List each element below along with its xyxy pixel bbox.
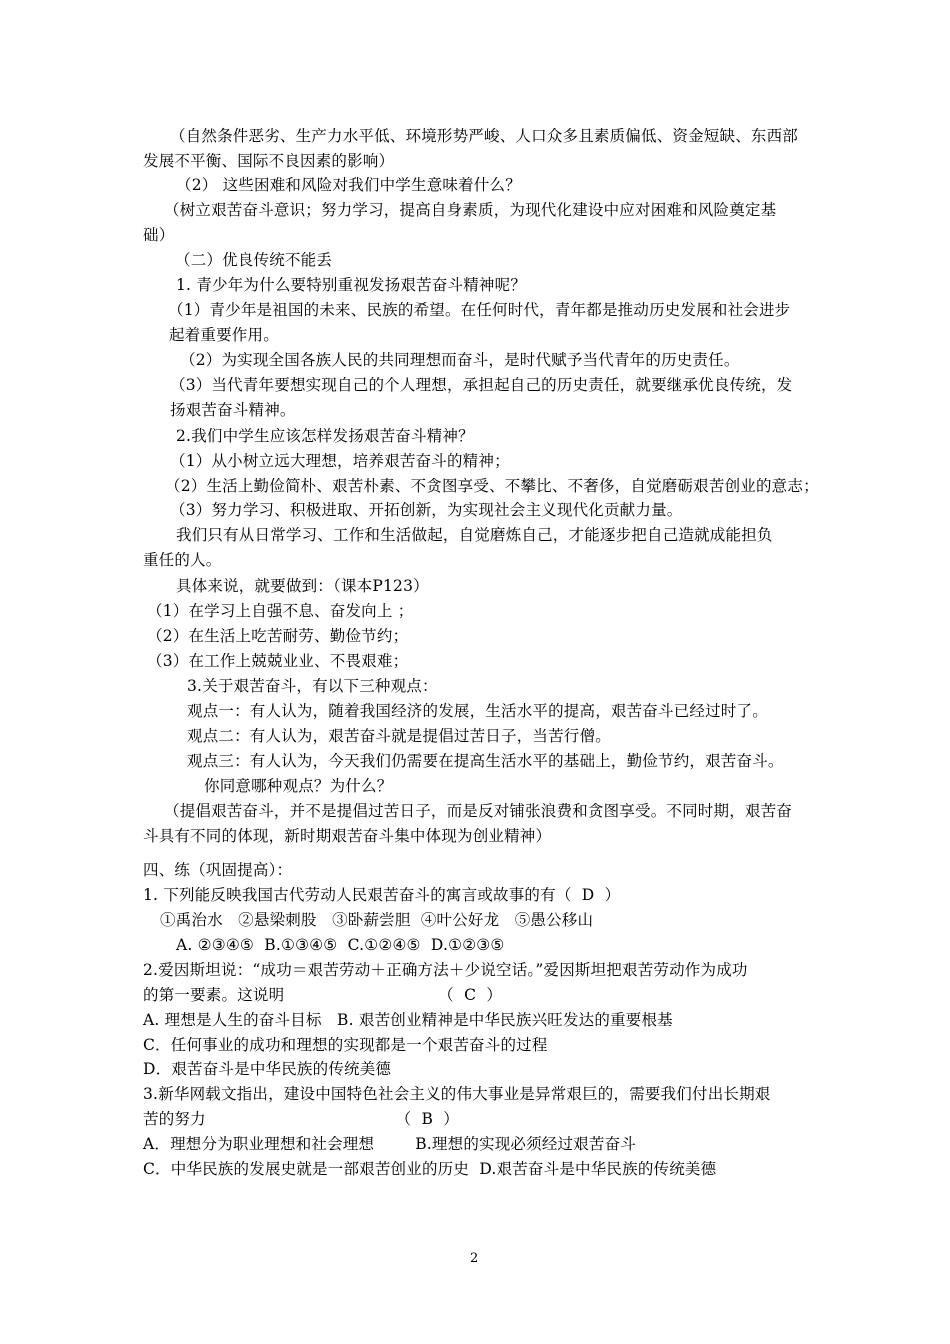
text-line: （1）从小树立远大理想，培养艰苦奋斗的精神； xyxy=(170,452,510,470)
text-line: 础） xyxy=(143,226,175,244)
text-line: 重任的人。 xyxy=(143,551,222,569)
text-line: （3）当代青年要想实现自己的个人理想，承担起自己的历史责任，就要继承优良传统，发 xyxy=(170,376,793,394)
text-line: （提倡艰苦奋斗，并不是提倡过苦日子，而是反对铺张浪费和贪图享受。不同时期，艰苦奋 xyxy=(164,802,793,820)
text-line: 观点三：有人认为，今天我们仍需要在提高生活水平的基础上，勤俭节约，艰苦奋斗。 xyxy=(187,752,784,770)
text-line: 起着重要作用。 xyxy=(169,326,279,344)
text-line: （自然条件恶劣、生产力水平低、环境形势严峻、人口众多且素质偏低、资金短缺、东西部 xyxy=(170,127,799,145)
text-line: ①禹治水 ②悬梁刺股 ③卧薪尝胆 ④叶公好龙 ⑤愚公移山 xyxy=(160,911,594,929)
text-line: 观点二：有人认为，艰苦奋斗就是提倡过苦日子，当苦行僧。 xyxy=(187,727,611,745)
text-line: D．艰苦奋斗是中华民族的传统美德 xyxy=(143,1060,392,1078)
text-line: 扬艰苦奋斗精神。 xyxy=(170,401,296,419)
text-line: （2）生活上勤俭简朴、艰苦朴素、不贪图享受、不攀比、不奢侈，自觉磨砺艰苦创业的意志； xyxy=(165,477,819,495)
text-line: 你同意哪种观点？为什么？ xyxy=(204,777,393,795)
text-line: 观点一：有人认为，随着我国经济的发展，生活水平的提高，艰苦奋斗已经过时了。 xyxy=(187,702,768,720)
text-line: （树立艰苦奋斗意识；努力学习，提高自身素质，为现代化建设中应对困难和风险奠定基 xyxy=(164,201,777,219)
text-line: 具体来说，就要做到：（课本P123） xyxy=(176,577,429,595)
text-line: （2）在生活上吃苦耐劳、勤俭节约； xyxy=(147,627,409,645)
question-heading: 3.关于艰苦奋斗，有以下三种观点： xyxy=(187,677,438,695)
exercise-question: 3.新华网载文指出，建设中国特色社会主义的伟大事业是异常艰巨的，需要我们付出长期艰 xyxy=(143,1085,771,1103)
question-heading: 2.我们中学生应该怎样发扬艰苦奋斗精神？ xyxy=(176,427,474,445)
text-line: （1）青少年是祖国的未来、民族的希望。在任何时代，青年都是推动历史发展和社会进步 xyxy=(168,301,791,319)
text-line: C．中华民族的发展史就是一部艰苦创业的历史 D.艰苦奋斗是中华民族的传统美德 xyxy=(143,1160,717,1178)
text-line: C．任何事业的成功和理想的实现都是一个艰苦奋斗的过程 xyxy=(143,1036,548,1054)
exercise-question: 1. 下列能反映我国古代劳动人民艰苦奋斗的寓言或故事的有（ D ） xyxy=(143,886,621,904)
text-line: 我们只有从日常学习、工作和生活做起，自觉磨炼自己，才能逐步把自己造就成能担负 xyxy=(176,526,773,544)
text-line: 斗具有不同的体现，新时期艰苦奋斗集中体现为创业精神） xyxy=(143,827,552,845)
text-line: 苦的努力 （ B ） xyxy=(143,1110,459,1128)
text-line: 的第一要素。这说明 （ C ） xyxy=(143,986,503,1004)
text-line: 发展不平衡、国际不良因素的影响） xyxy=(143,152,395,170)
text-line: （3）在工作上兢兢业业、不畏艰难； xyxy=(147,652,409,670)
exercise-question: 2.爱因斯坦说：“成功＝艰苦劳动＋正确方法＋少说空话。”爱因斯坦把艰苦劳动作为成功 xyxy=(143,961,748,979)
text-line: A．理想分为职业理想和社会理想 B.理想的实现必须经过艰苦奋斗 xyxy=(143,1135,637,1153)
page-number: 2 xyxy=(470,1251,479,1266)
text-line: （2）为实现全国各族人民的共同理想而奋斗，是时代赋予当代青年的历史责任。 xyxy=(180,351,740,369)
question-heading: 1. 青少年为什么要特别重视发扬艰苦奋斗精神呢？ xyxy=(176,276,527,294)
section-heading: 四、练（巩固提高）： xyxy=(143,861,293,879)
text-line: A. 理想是人生的奋斗目标 B. 艰苦创业精神是中华民族兴旺发达的重要根基 xyxy=(143,1011,673,1029)
text-line: （3）努力学习、积极进取、开拓创新，为实现社会主义现代化贡献力量。 xyxy=(170,501,683,519)
text-line: A. ②③④⑤ B.①③④⑤ C.①②④⑤ D.①②③⑤ xyxy=(176,936,505,954)
text-line: （2） 这些困难和风险对我们中学生意味着什么？ xyxy=(176,176,521,194)
text-line: （1）在学习上自强不息、奋发向上 ； xyxy=(147,602,414,620)
section-heading: （二）优良传统不能丢 xyxy=(175,251,333,269)
